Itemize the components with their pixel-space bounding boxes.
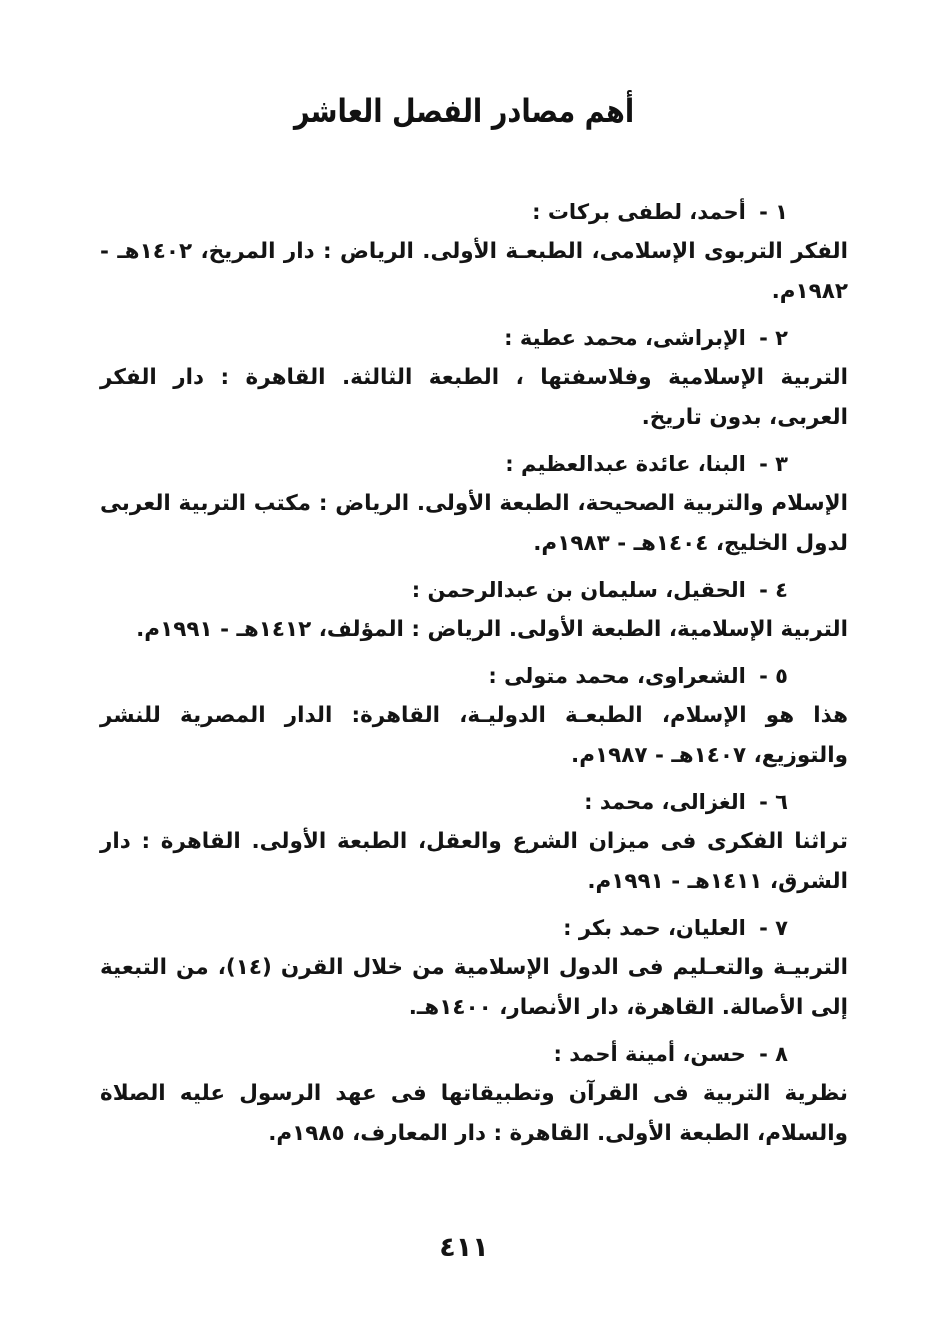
reference-author [100,196,848,228]
reference-number: ٥ - [759,664,788,688]
reference-author [100,786,848,818]
reference-author [100,322,848,354]
references-list [100,196,848,1164]
reference-entry [100,660,848,776]
author-name: أحمد، لطفى بركات : [532,200,746,224]
page-number: ٤١١ [439,1232,489,1263]
reference-details: الإسلام والتربية الصحيحة، الطبعة الأولى. الرياض : مكتب التربية العربى لدول الخليج، ١٤٠٤هـ - ١٩٨٣م. [100,491,848,556]
reference-number: ٢ - [759,326,788,350]
reference-entry [100,196,848,312]
reference-entry [100,912,848,1028]
reference-details: التربيـة والتعـليم فى الدول الإسلامية من خلال القرن (١٤)، من التبعية إلى الأصالة. القاهرة، دار الأنصار، ١٤٠٠هـ. [100,955,848,1020]
reference-entry [100,322,848,438]
reference-details: التربية الإسلامية وفلاسفتها ، الطبعة الثالثة. القاهرة : دار الفكر العربى، بدون تاريخ. [100,365,848,430]
reference-number: ٨ - [759,1042,788,1066]
reference-number: ٤ - [759,578,788,602]
author-name: الغزالى، محمد : [584,790,746,814]
reference-entry [100,448,848,564]
reference-details: هذا هو الإسلام، الطبعـة الدوليـة، القاهرة: الدار المصرية للنشر والتوزيع، ١٤٠٧هـ - ١٩٨٧م. [100,703,848,768]
reference-author [100,448,848,480]
reference-details: تراثنا الفكرى فى ميزان الشرع والعقل، الطبعة الأولى. القاهرة : دار الشرق، ١٤١١هـ - ١٩٩١م. [100,829,848,894]
reference-details: نظرية التربية فى القرآن وتطبيقاتها فى عهد الرسول عليه الصلاة والسلام، الطبعة الأولى. القاهرة : دار المعارف، ١٩٨٥م. [100,1081,848,1146]
reference-number: ٧ - [759,916,788,940]
author-name: حسن، أمينة أحمد : [553,1042,746,1066]
author-name: الحقيل، سليمان بن عبدالرحمن : [411,578,746,602]
reference-entry [100,786,848,902]
reference-author [100,660,848,692]
reference-entry [100,1038,848,1154]
reference-number: ٦ - [759,790,788,814]
reference-entry [100,574,848,650]
reference-author [100,574,848,606]
reference-author [100,912,848,944]
author-name: الإبراشى، محمد عطية : [504,326,746,350]
author-name: الشعراوى، محمد متولى : [488,664,746,688]
author-name: العليان، حمد بكر : [563,916,746,940]
chapter-title: أهم مصادر الفصل العاشر [293,92,635,130]
reference-author [100,1038,848,1070]
author-name: البنا، عائدة عبدالعظيم : [505,452,746,476]
reference-number: ١ - [759,200,788,224]
reference-details: التربية الإسلامية، الطبعة الأولى. الرياض : المؤلف، ١٤١٢هـ - ١٩٩١م. [136,617,848,642]
reference-number: ٣ - [759,452,788,476]
reference-details: الفكر التربوى الإسلامى، الطبعـة الأولى. الرياض : دار المريخ، ١٤٠٢هـ - ١٩٨٢م. [100,239,848,304]
